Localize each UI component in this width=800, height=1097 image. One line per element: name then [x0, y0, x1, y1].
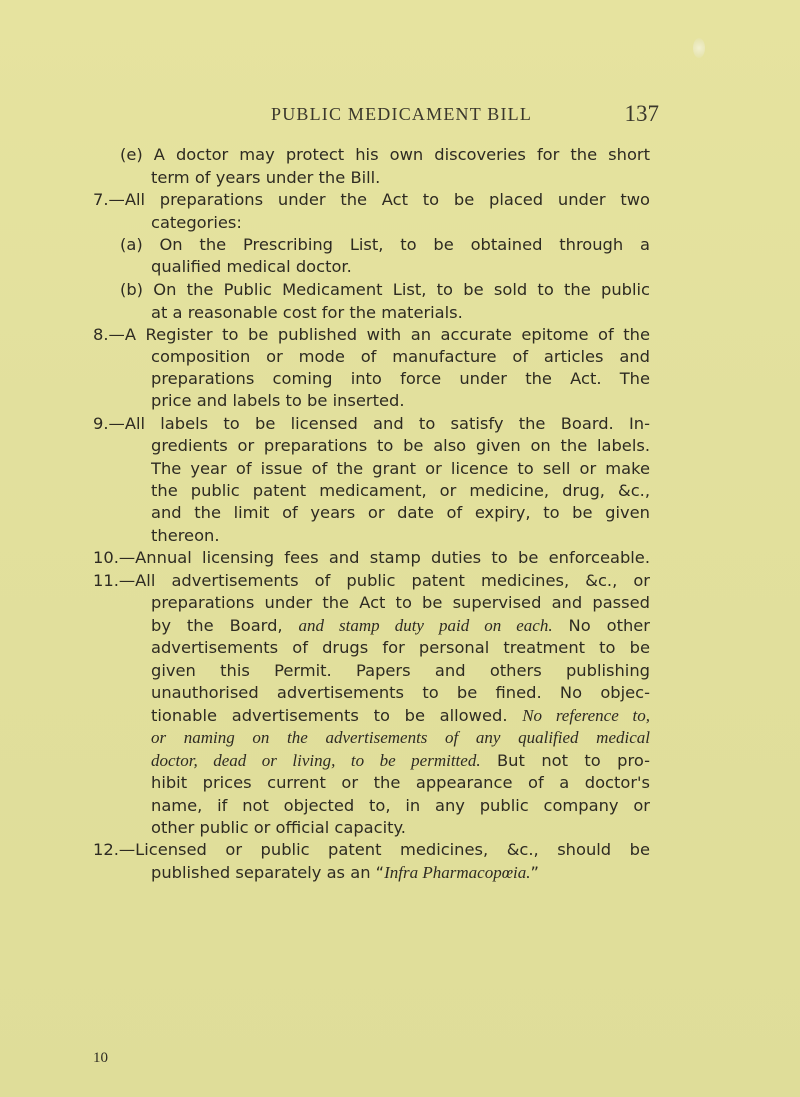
text-line [151, 256, 352, 278]
line-text: published separately as an “ [151, 863, 385, 882]
text-line [151, 167, 380, 189]
text-line [151, 817, 406, 839]
page-number: 137 [624, 101, 659, 126]
line-text: ” [530, 863, 539, 882]
line-text: The year of issue of the grant or licence to sell or make [151, 459, 650, 478]
text-line [151, 615, 650, 637]
text-line [151, 637, 650, 659]
text-line [93, 189, 650, 211]
line-text: categories: [151, 213, 242, 232]
italic-phrase: No reference to, [522, 706, 650, 725]
running-head-title: PUBLIC MEDICAMENT BILL [271, 104, 533, 124]
line-text: the public patent medicament, or medicine, drug, &c., [151, 481, 650, 500]
text-line [151, 302, 463, 324]
line-text: No other [568, 616, 650, 635]
line-text: (e) A doctor may protect his own discoveries for the short [120, 145, 650, 164]
line-text: 9.—All labels to be licensed and to satisfy the Board. In- [93, 414, 650, 433]
text-line [93, 413, 650, 435]
text-line [151, 862, 539, 884]
text-line [120, 279, 650, 301]
signature-mark: 10 [93, 1050, 108, 1066]
line-text: preparations under the Act to be supervised and passed [151, 593, 650, 612]
italic-phrase: and stamp duty paid on each. [298, 616, 553, 635]
line-text: (a) On the Prescribing List, to be obtained through a [120, 235, 650, 254]
text-line [151, 682, 650, 704]
text-line [151, 772, 650, 794]
text-line [151, 346, 650, 368]
text-line [93, 324, 650, 346]
line-text: name, if not objected to, in any public company or [151, 796, 650, 815]
line-text: preparations coming into force under the Act. The [151, 369, 650, 388]
line-text: composition or mode of manufacture of articles and [151, 347, 650, 366]
text-line [151, 727, 650, 749]
line-text: advertisements of drugs for personal treatment to be [151, 638, 650, 657]
italic-phrase: doctor, dead or living, to be permitted. [151, 751, 481, 770]
line-text: tionable advertisements to be allowed. [151, 706, 508, 725]
line-text: term of years under the Bill. [151, 168, 381, 187]
line-text: gredients or preparations to be also given on the labels. [151, 436, 650, 455]
line-text: thereon. [151, 526, 220, 545]
text-line [93, 570, 650, 592]
text-line [151, 525, 220, 547]
text-line [120, 144, 650, 166]
running-head [271, 101, 659, 130]
text-line [93, 547, 650, 569]
line-text: 10.—Annual licensing fees and stamp duties to be enforceable. [93, 548, 650, 567]
text-line [151, 480, 650, 502]
line-text: other public or official capacity. [151, 818, 406, 837]
text-line [151, 435, 650, 457]
italic-phrase: or naming on the advertisements of any qualified medical [151, 728, 650, 747]
text-line [151, 368, 650, 390]
text-line [151, 502, 650, 524]
text-line [151, 458, 650, 480]
line-text: at a reasonable cost for the materials. [151, 303, 463, 322]
text-line [120, 234, 650, 256]
text-line [151, 212, 242, 234]
line-text: price and labels to be inserted. [151, 391, 405, 410]
text-line [151, 795, 650, 817]
line-text: 11.—All advertisements of public patent medicines, &c., or [93, 571, 650, 590]
line-text: But not to pro- [497, 751, 650, 770]
line-text: (b) On the Public Medicament List, to be sold to the public [120, 280, 650, 299]
text-line [151, 705, 650, 727]
line-text: and the limit of years or date of expiry, to be given [151, 503, 650, 522]
line-text: 8.—A Register to be published with an accurate epitome of the [93, 325, 650, 344]
line-text: 12.—Licensed or public patent medicines, &c., should be [93, 840, 650, 859]
line-text: given this Permit. Papers and others publishing [151, 661, 650, 680]
text-line [151, 592, 650, 614]
line-text: 7.—All preparations under the Act to be placed under two [93, 190, 650, 209]
paper-stain [693, 38, 705, 58]
line-text: unauthorised advertisements to be fined. No objec- [151, 683, 650, 702]
text-line [151, 750, 650, 772]
text-line [93, 839, 650, 861]
text-line [151, 390, 405, 412]
line-text: qualified medical doctor. [151, 257, 352, 276]
line-text: hibit prices current or the appearance of a doctor's [151, 773, 650, 792]
line-text: by the Board, [151, 616, 283, 635]
italic-phrase: Infra Pharmacopœia. [384, 863, 531, 882]
text-line [151, 660, 650, 682]
